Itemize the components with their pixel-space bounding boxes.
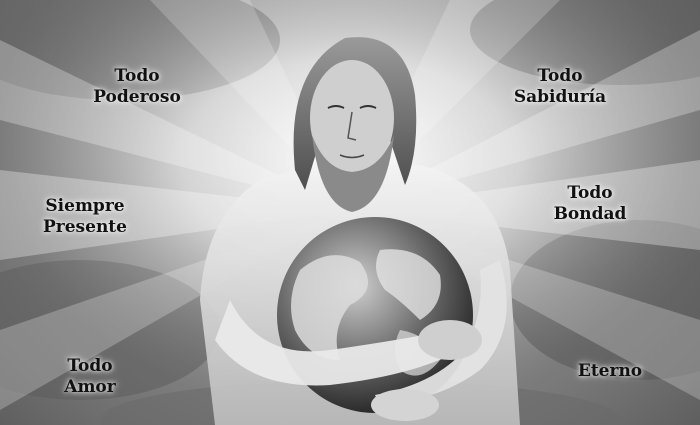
label-line: Sabiduría xyxy=(513,87,607,107)
label-line: Todo xyxy=(67,356,113,376)
label-todo-poderoso xyxy=(82,66,192,108)
label-line: Todo xyxy=(537,66,583,86)
label-line: Bondad xyxy=(553,204,627,224)
label-line: Amor xyxy=(64,377,116,397)
label-siempre-presente xyxy=(30,196,140,238)
label-line: Eterno xyxy=(577,361,643,381)
label-eterno xyxy=(560,361,660,382)
label-todo-bondad xyxy=(540,183,640,225)
left-hand xyxy=(418,320,482,360)
right-hand xyxy=(371,389,439,421)
label-line: Poderoso xyxy=(93,87,181,107)
label-todo-sabiduria xyxy=(500,66,620,108)
label-todo-amor xyxy=(40,356,140,398)
label-line: Todo xyxy=(114,66,160,86)
label-line: Siempre xyxy=(45,196,125,216)
label-line: Todo xyxy=(567,183,613,203)
label-line: Presente xyxy=(43,217,127,237)
